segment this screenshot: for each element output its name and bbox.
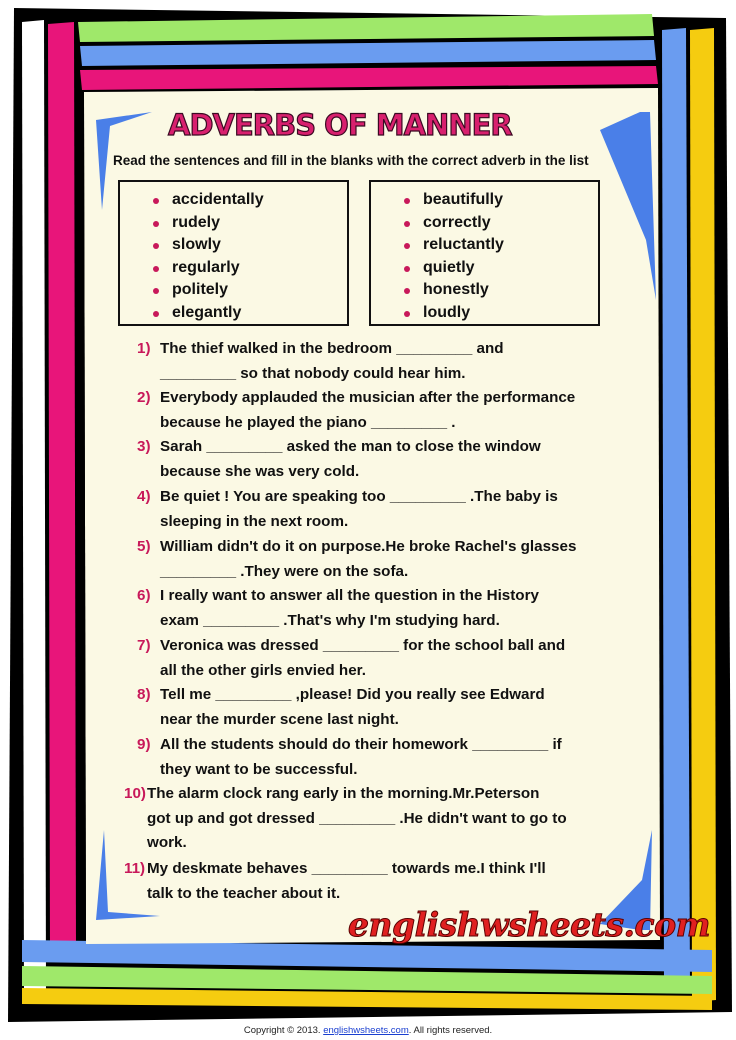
question-item <box>0 435 541 484</box>
word-item <box>120 234 347 257</box>
question-item <box>0 485 558 534</box>
bullet-icon <box>404 266 410 272</box>
copyright-link[interactable]: englishwsheets.com <box>323 1025 409 1036</box>
word-list-right <box>369 180 600 326</box>
question-line: talk to the teacher about it. <box>147 884 341 902</box>
copyright-suffix: . All rights reserved. <box>408 1025 493 1036</box>
question-line: Everybody applauded the musician after the performance <box>160 389 576 406</box>
question-number: 6) <box>137 587 151 604</box>
question-item <box>0 337 504 386</box>
question-line: _________ so that nobody could hear him. <box>160 364 466 382</box>
bullet-icon <box>153 243 159 249</box>
word-item <box>120 279 347 302</box>
copyright-footer <box>0 1025 736 1036</box>
word-label: correctly <box>423 213 491 231</box>
word-item <box>371 212 598 235</box>
question-number: 11) <box>124 860 146 877</box>
bullet-icon <box>404 288 410 294</box>
word-label: rudely <box>172 213 221 231</box>
word-item <box>371 279 598 302</box>
question-number: 3) <box>137 438 151 455</box>
word-label: politely <box>172 281 229 298</box>
bullet-icon <box>404 243 410 249</box>
question-line: _________ .They were on the sofa. <box>160 562 409 580</box>
word-label: slowly <box>172 236 221 253</box>
page-title: ADVERBS OF MANNER <box>168 108 512 142</box>
question-line: William didn't do it on purpose.He broke Rachel's glasses <box>160 538 577 555</box>
word-item <box>371 257 598 280</box>
question-line: because she was very cold. <box>160 462 360 480</box>
bullet-icon <box>153 311 159 317</box>
copyright-prefix: Copyright © 2013. <box>243 1025 324 1036</box>
question-item <box>0 386 575 435</box>
word-list-left <box>118 180 349 326</box>
question-line: Be quiet ! You are speaking too _________ .The baby is <box>160 488 558 505</box>
bullet-icon <box>153 288 159 294</box>
question-line: All the students should do their homework _________ if <box>160 736 562 753</box>
question-line: exam _________ .That's why I'm studying hard. <box>160 611 500 629</box>
word-item <box>120 257 347 280</box>
instructions: Read the sentences and fill in the blanks with the correct adverb in the list <box>113 153 589 168</box>
word-label: honestly <box>423 281 489 298</box>
question-number: 1) <box>137 340 151 357</box>
question-item <box>0 857 546 906</box>
question-line: work. <box>147 834 187 852</box>
bullet-icon <box>153 266 159 272</box>
bullet-icon <box>153 221 159 227</box>
question-item <box>0 683 545 732</box>
word-label: beautifully <box>423 191 504 208</box>
word-label: regularly <box>172 258 240 276</box>
word-label: elegantly <box>172 303 242 321</box>
word-item <box>371 234 598 257</box>
word-label: quietly <box>423 258 475 276</box>
question-number: 5) <box>137 538 151 555</box>
question-number: 8) <box>137 686 151 703</box>
question-number: 9) <box>137 736 151 753</box>
question-item <box>0 634 565 683</box>
word-item <box>120 189 347 212</box>
question-item <box>0 733 562 782</box>
word-label: accidentally <box>172 191 264 208</box>
question-line: because he played the piano _________ . <box>160 413 456 431</box>
question-line: I really want to answer all the question in the History <box>160 587 539 604</box>
question-line: Veronica was dressed _________ for the school ball and <box>160 637 566 654</box>
bullet-icon <box>404 311 410 317</box>
word-label: reluctantly <box>423 236 504 253</box>
question-line: all the other girls envied her. <box>160 661 366 679</box>
question-item <box>0 584 539 633</box>
bullet-icon <box>404 198 410 204</box>
bullet-icon <box>404 221 410 227</box>
word-item <box>120 302 347 325</box>
question-line: Sarah _________ asked the man to close the window <box>160 438 541 455</box>
question-item <box>0 535 576 584</box>
question-number: 2) <box>137 389 151 406</box>
question-number: 4) <box>137 488 151 505</box>
question-item <box>0 782 567 856</box>
word-item <box>371 302 598 325</box>
question-line: The alarm clock rang early in the morning.Mr.Peterson <box>147 785 540 802</box>
question-line: they want to be successful. <box>160 760 358 778</box>
question-line: got up and got dressed _________ .He didn't want to go to <box>147 809 567 827</box>
question-line: sleeping in the next room. <box>160 512 349 530</box>
word-item <box>120 212 347 235</box>
question-line: Tell me _________ ,please! Did you really see Edward <box>160 686 545 703</box>
brand-logo-text: englishwsheets.com <box>348 905 711 944</box>
question-line: The thief walked in the bedroom _________ and <box>160 340 504 357</box>
bullet-icon <box>153 198 159 204</box>
word-label: loudly <box>423 303 471 321</box>
question-number: 7) <box>137 637 151 654</box>
question-line: My deskmate behaves _________ towards me.I think I'll <box>147 860 546 877</box>
question-line: near the murder scene last night. <box>160 710 399 728</box>
word-item <box>371 189 598 212</box>
question-number: 10) <box>124 785 146 802</box>
